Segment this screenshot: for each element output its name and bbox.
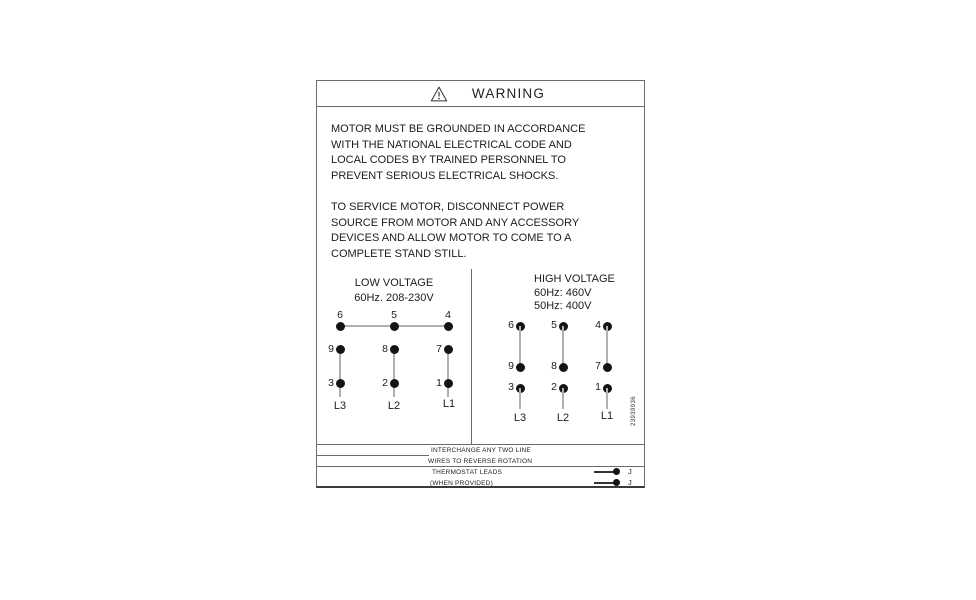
high-voltage-subtitle-50hz: 50Hz: 400V — [534, 300, 592, 312]
low-voltage-diagram — [317, 269, 471, 444]
terminal-label: 3 — [508, 381, 514, 393]
terminal-label: 2 — [382, 377, 388, 389]
low-voltage-subtitle: 60Hz. 208-230V — [354, 292, 434, 304]
terminal-label: 7 — [595, 360, 601, 372]
terminal-label: 3 — [328, 377, 334, 389]
thermostat-lead-label: J — [628, 478, 632, 487]
terminal-label: 5 — [551, 319, 557, 331]
footer-top-border — [317, 444, 644, 445]
terminal-label: 8 — [382, 343, 388, 355]
line-label-l3: L3 — [513, 412, 527, 424]
wire-6-9 — [519, 326, 521, 367]
thermostat-lead-wire — [594, 482, 614, 484]
warning-text-line: DEVICES AND ALLOW MOTOR TO COME TO A — [331, 232, 572, 244]
terminal-dot — [390, 322, 399, 331]
warning-label — [316, 80, 645, 488]
terminal-dot — [559, 363, 568, 372]
wiring-diagram-section — [317, 269, 644, 444]
terminal-dot — [336, 322, 345, 331]
terminal-label: 4 — [595, 319, 601, 331]
terminal-dot — [336, 345, 345, 354]
terminal-label: 1 — [595, 381, 601, 393]
terminal-label: 6 — [337, 309, 343, 321]
warning-text-line: LOCAL CODES BY TRAINED PERSONNEL TO — [331, 154, 566, 166]
terminal-dot — [444, 322, 453, 331]
terminal-label: 7 — [436, 343, 442, 355]
terminal-dot — [444, 345, 453, 354]
thermostat-note-line1: THERMOSTAT LEADS — [432, 469, 503, 476]
thermostat-lead-dot — [613, 479, 620, 486]
thermostat-lead-dot — [613, 468, 620, 475]
thermostat-lead-wire — [594, 471, 614, 473]
terminal-dot — [390, 345, 399, 354]
warning-title: WARNING — [471, 86, 546, 101]
high-voltage-diagram — [472, 269, 646, 444]
warning-paragraph-2 — [331, 200, 630, 262]
terminal-label: 9 — [328, 343, 334, 355]
terminal-label: 8 — [551, 360, 557, 372]
terminal-dot — [603, 363, 612, 372]
warning-text-line: MOTOR MUST BE GROUNDED IN ACCORDANCE — [331, 123, 586, 135]
terminal-label: 2 — [551, 381, 557, 393]
part-number-block — [628, 385, 640, 437]
line-label-l2: L2 — [556, 412, 570, 424]
terminal-label: 1 — [436, 377, 442, 389]
wire-8-2 — [393, 349, 395, 397]
wire-2-l2 — [562, 388, 564, 409]
terminal-dot — [516, 363, 525, 372]
terminal-label: 4 — [445, 309, 451, 321]
warning-body-text — [317, 107, 644, 269]
terminal-label: 5 — [391, 309, 397, 321]
warning-text-line: COMPLETE STAND STILL. — [331, 247, 467, 260]
footer-mid-border — [317, 466, 644, 467]
terminal-dot — [336, 379, 345, 388]
low-voltage-title: LOW VOLTAGE — [354, 277, 434, 289]
high-voltage-titles — [534, 273, 615, 314]
warning-text-line: TO SERVICE MOTOR, DISCONNECT POWER — [331, 201, 565, 213]
wire-1-l1 — [606, 388, 608, 409]
line-label-l3: L3 — [333, 400, 347, 412]
wire-4-7 — [606, 326, 608, 367]
line-label-l1: L1 — [442, 398, 456, 410]
thermostat-lead-label: J — [628, 467, 632, 476]
thermostat-note-line2: (WHEN PROVIDED) — [430, 480, 493, 487]
wire-7-1 — [447, 349, 449, 397]
warning-triangle-icon — [430, 86, 448, 102]
warning-text-line: WITH THE NATIONAL ELECTRICAL CODE AND — [331, 138, 572, 151]
terminal-dot — [444, 379, 453, 388]
rotation-note-line2: WIRES TO REVERSE ROTATION — [428, 458, 533, 465]
terminal-label: 9 — [508, 360, 514, 372]
terminal-dot — [390, 379, 399, 388]
label-header — [317, 81, 644, 107]
warning-paragraph-1 — [331, 122, 630, 184]
high-voltage-title: HIGH VOLTAGE — [534, 273, 615, 285]
high-voltage-subtitle-60hz: 60Hz: 460V — [534, 286, 592, 299]
part-number: 23939936 — [631, 396, 637, 426]
terminal-label: 6 — [508, 319, 514, 331]
warning-text-line: PREVENT SERIOUS ELECTRICAL SHOCKS. — [331, 169, 559, 182]
wire-9-3 — [339, 349, 341, 397]
wire-5-8 — [562, 326, 564, 367]
rotation-note-line1: INTERCHANGE ANY TWO LINE — [431, 447, 531, 454]
line-label-l1: L1 — [600, 410, 614, 422]
line-label-l2: L2 — [387, 400, 401, 412]
footer-partial-divider — [317, 455, 429, 456]
warning-text-line: SOURCE FROM MOTOR AND ANY ACCESSORY — [331, 216, 580, 229]
wire-3-l3 — [519, 388, 521, 409]
